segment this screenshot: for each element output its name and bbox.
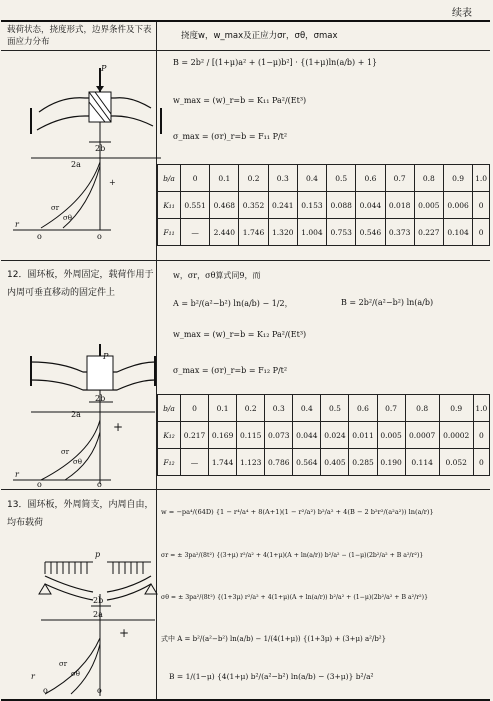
table-cell: 0 — [473, 422, 489, 449]
table-cell: 1.744 — [209, 449, 237, 476]
table-cell: 0.285 — [349, 449, 377, 476]
diagram-r-label: r — [31, 672, 35, 681]
table-cell: 1.0 — [473, 395, 489, 422]
diagram-hole-label: 2b — [95, 394, 106, 403]
table-row-label: F₁₂ — [158, 449, 181, 476]
table-cell: 0.8 — [414, 165, 443, 192]
table-cell: — — [181, 219, 210, 246]
diagram-hole-label: 2b — [95, 144, 106, 153]
table-cell: 0 — [181, 395, 209, 422]
formula-w: w = −pa⁴/(64D) {1 − r⁴/a⁴ + 8(A+1)(1 − r²/a²) b²/a² + 4(B − 2 b²r²/(a²a²)) ln(a/r)} — [161, 508, 434, 516]
formula-wmax: w_max = (w)_r=b = K₁₂ Pa²/(Et³) — [173, 330, 307, 339]
table-row-label: K₁₂ — [158, 422, 181, 449]
table-cell: 0.044 — [293, 422, 321, 449]
table-cell: 0.169 — [209, 422, 237, 449]
table-cell: 0.217 — [181, 422, 209, 449]
table-cell: 1.123 — [237, 449, 265, 476]
formula-b: B = 2b²/(a²−b²) ln(a/b) — [341, 298, 434, 307]
diagram-load-label: P — [103, 352, 109, 361]
table-row — [158, 192, 490, 219]
table-cell: 0.4 — [293, 395, 321, 422]
column-divider — [156, 22, 157, 699]
table-cell: 0.018 — [385, 192, 414, 219]
diagram-plus-label: + — [119, 626, 130, 640]
formula-smax: σ_max = (σr)_r=b = F₁₂ P/t² — [173, 366, 288, 375]
table-cell: 0.7 — [385, 165, 414, 192]
diagram-plus-label: + — [113, 420, 124, 434]
diagram-load-label: p — [95, 550, 101, 559]
table-cell: 0.073 — [265, 422, 293, 449]
diagram-hole-label: 2b — [93, 596, 104, 605]
table-header-row — [158, 165, 490, 192]
formula-wmax: w_max = (w)_r=b = K₁₁ Pa²/(Et³) — [173, 96, 307, 105]
formula-smax: σ_max = (σr)_r=b = F₁₁ P/t² — [173, 132, 288, 141]
table-cell: 0.114 — [405, 449, 439, 476]
table-cell: 0.8 — [405, 395, 439, 422]
diagram-load-label: P — [101, 64, 107, 73]
diagram-plus-label: + — [109, 178, 116, 187]
table-cell: 0.241 — [268, 192, 297, 219]
table-cell: 0.0007 — [405, 422, 439, 449]
diagram-sr-label: σr — [61, 448, 70, 456]
table-cell: 0.044 — [356, 192, 385, 219]
table-header-row — [158, 395, 490, 422]
table-row — [158, 422, 490, 449]
diagram-span-label: 2a — [71, 160, 81, 169]
table-cell: 0.024 — [321, 422, 349, 449]
diagram-origin-label: o — [97, 232, 102, 241]
table-cell: 0.564 — [293, 449, 321, 476]
table-row — [158, 219, 490, 246]
diagram-st-label: σθ — [63, 214, 72, 222]
table-cell: 0.405 — [321, 449, 349, 476]
table-cell: — — [181, 449, 209, 476]
table-cell: 0.753 — [327, 219, 356, 246]
table-cell: 0.373 — [385, 219, 414, 246]
case-divider — [1, 260, 490, 261]
table-cell: 0.104 — [443, 219, 472, 246]
table-cell: 0.551 — [181, 192, 210, 219]
formula-b: B = 2b² / [(1+μ)a² + (1−μ)b²] · {(1+μ)ln(a/b) + 1} — [173, 58, 378, 67]
table-cell: 0.786 — [265, 449, 293, 476]
table-cell: 0 — [473, 192, 490, 219]
table-cell: 0.546 — [356, 219, 385, 246]
table-cell: 0.153 — [297, 192, 326, 219]
table-header-cell: b/a — [158, 395, 181, 422]
table-cell: 0.006 — [443, 192, 472, 219]
diagram-origin-label: o — [97, 480, 102, 489]
diagram-origin-label: o — [37, 232, 42, 241]
coefficient-table-11 — [157, 164, 490, 246]
header-col2: 挠度w，w_max及正应力σr，σθ，σmax — [181, 31, 338, 41]
header-col1: 载荷状态，挠度形式，边界条件及下表面应力分布 — [7, 25, 152, 47]
case-divider — [1, 489, 490, 490]
table-cell: 0.6 — [356, 165, 385, 192]
table-cell: 0.4 — [297, 165, 326, 192]
table-cell: 0 — [473, 449, 489, 476]
case13-description: 13．圆环板，外周简支，内周自由，均布载荷 — [7, 500, 154, 528]
continued-label: 续表 — [452, 8, 472, 19]
table-cell: 0.115 — [237, 422, 265, 449]
table-header-cell: b/a — [158, 165, 181, 192]
diagram-origin-label: o — [37, 480, 42, 489]
table-cell: 0.0002 — [439, 422, 473, 449]
diagram-r-label: r — [15, 220, 19, 229]
table-cell: 0.1 — [210, 165, 239, 192]
table-cell: 0.052 — [439, 449, 473, 476]
diagram-span-label: 2a — [93, 610, 103, 619]
table-cell: 0.227 — [414, 219, 443, 246]
formula-table — [1, 20, 490, 701]
table-row-label: F₁₁ — [158, 219, 181, 246]
table-cell: 0 — [181, 165, 210, 192]
diagram-st-label: σθ — [71, 670, 80, 678]
table-cell: 0.7 — [377, 395, 405, 422]
formula-sr: σr = ± 3pa²/(8t²) {(3+μ) r²/a² + 4(1+μ)(A + ln(a/r)) b²/a² − (1−μ)(2b²/a² + B a²/r²)} — [161, 552, 424, 559]
diagram-sr-label: σr — [59, 660, 68, 668]
table-cell: 0.005 — [377, 422, 405, 449]
formula-b: B = 1/(1−μ) {4(1+μ) b²/(a²−b²) ln(a/b) − (3+μ)} b²/a² — [169, 672, 374, 681]
table-cell: 0.5 — [321, 395, 349, 422]
diagram-r-label: r — [15, 470, 19, 479]
table-cell: 0.468 — [210, 192, 239, 219]
table-cell: 1.004 — [297, 219, 326, 246]
table-cell: 0.190 — [377, 449, 405, 476]
table-cell: 1.0 — [473, 165, 490, 192]
table-cell: 0.088 — [327, 192, 356, 219]
diagram-st-label: σθ — [73, 458, 82, 466]
diagram-origin-label: o — [43, 686, 48, 695]
table-cell: 0.3 — [268, 165, 297, 192]
table-row — [158, 449, 490, 476]
table-cell: 0.2 — [237, 395, 265, 422]
table-cell: 0.011 — [349, 422, 377, 449]
table-cell: 1.320 — [268, 219, 297, 246]
table-row-label: K₁₁ — [158, 192, 181, 219]
table-cell: 0.6 — [349, 395, 377, 422]
formula-intro: w，σr，σθ算式同9，而 — [173, 271, 261, 280]
case11-diagram — [1, 50, 156, 260]
table-cell: 0.3 — [265, 395, 293, 422]
table-cell: 0.2 — [239, 165, 268, 192]
table-cell: 2.440 — [210, 219, 239, 246]
coefficient-table-12 — [157, 394, 490, 476]
table-cell: 0.5 — [327, 165, 356, 192]
table-cell: 0 — [473, 219, 490, 246]
formula-a: 式中 A = b²/(a²−b²) ln(a/b) − 1/(4(1+μ)) {(1+3μ) + (3+μ) a²/b²} — [161, 635, 387, 643]
diagram-sr-label: σr — [51, 204, 60, 212]
table-cell: 0.005 — [414, 192, 443, 219]
formula-st: σθ = ± 3pa²/(8t²) {(1+3μ) r²/a² + 4(1+μ)(A + ln(a/r)) b²/a² + (1−μ)(2b²/a² + B a²/r²)} — [161, 594, 429, 601]
diagram-span-label: 2a — [71, 410, 81, 419]
table-cell: 0.9 — [443, 165, 472, 192]
case12-diagram — [1, 350, 156, 488]
table-cell: 1.746 — [239, 219, 268, 246]
table-cell: 0.9 — [439, 395, 473, 422]
diagram-origin-label: o — [97, 686, 102, 695]
case12-description: 12．圆环板，外周固定，载荷作用于内周可垂直移动的固定件上 — [7, 270, 154, 298]
table-cell: 0.1 — [209, 395, 237, 422]
table-cell: 0.352 — [239, 192, 268, 219]
formula-a: A = b²/(a²−b²) ln(a/b) − 1/2， — [173, 299, 293, 308]
